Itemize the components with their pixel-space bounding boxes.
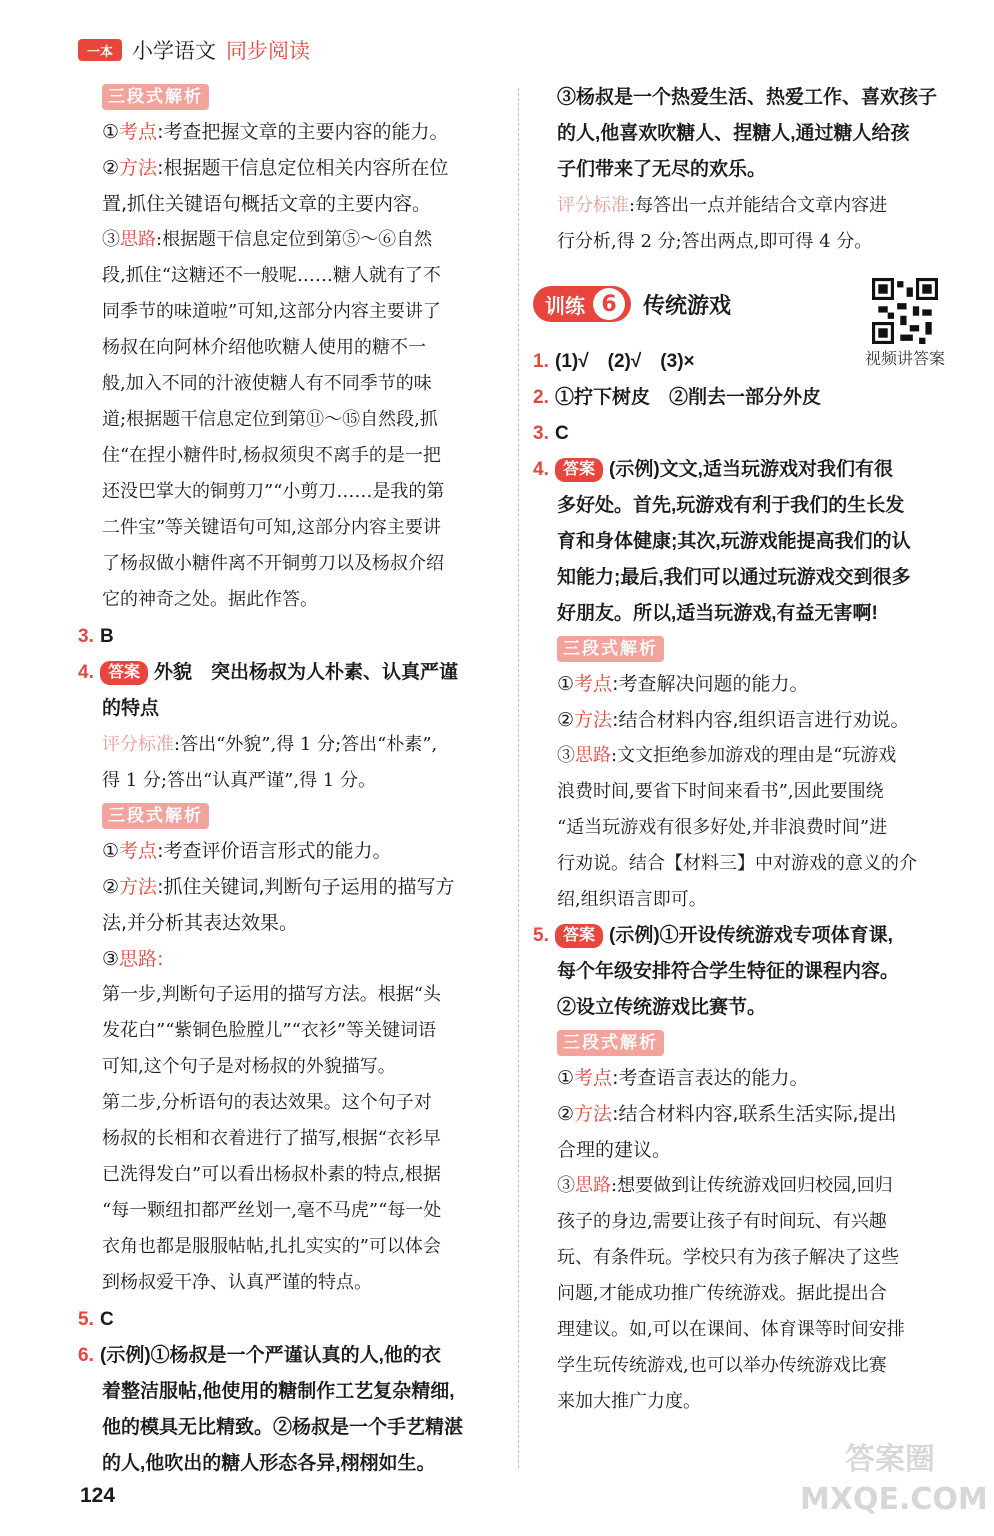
text-line: 他的模具无比精致。②杨叔是一个手艺精湛: [102, 1417, 464, 1438]
analysis-badge: 三段式解析: [557, 636, 664, 662]
qr-caption: 视频讲答案: [864, 349, 945, 368]
text-line: 知能力;最后,我们可以通过玩游戏交到很多: [557, 567, 911, 588]
page-header: [78, 30, 310, 70]
text-line: 段,抓住“这糖还不一般呢……糖人就有了不: [102, 265, 441, 286]
text-line: “每一颗纽扣都严丝划一,毫不马虎”“每一处: [102, 1200, 442, 1221]
answer-1: 1. (1)√ (2)√ (3)×: [533, 351, 695, 372]
text-line: 行劝说。结合【材料三】中对游戏的意义的介: [557, 853, 917, 874]
section-title: 传统游戏: [643, 293, 732, 319]
answer-6: 6. (示例)①杨叔是一个严谨认真的人,他的衣: [78, 1345, 441, 1366]
scoring-line: 得 1 分;答出“认真严谨”,得 1 分。: [102, 770, 376, 791]
text-line: 第一步,判断句子运用的描写方法。根据“头: [102, 984, 441, 1005]
text-line: 来加大推广力度。: [557, 1391, 701, 1412]
watermark: 答案圈 MXQE.COM: [800, 1442, 988, 1517]
left-column: [78, 80, 503, 1482]
text-line: ②方法:抓住关键词,判断句子运用的描写方: [102, 876, 455, 898]
text-line: ③思路:想要做到让传统游戏回归校园,回归: [557, 1175, 893, 1196]
text-line: ②方法:结合材料内容,组织语言进行劝说。: [557, 709, 910, 731]
text-line: 问题,才能成功推广传统游戏。据此提出合: [557, 1283, 887, 1304]
text-line: ③杨叔是一个热爱生活、热爱工作、喜欢孩子: [557, 87, 938, 108]
scoring-line: 评分标准:答出“外貌”,得 1 分;答出“朴素”,: [102, 734, 438, 755]
text-line: ③思路:根据题干信息定位到第⑤～⑥自然: [102, 229, 433, 250]
text-line: 浪费时间,要省下时间来看书”,因此要围绕: [557, 781, 884, 802]
text-line: 玩、有条件玩。学校只有为孩子解决了这些: [557, 1247, 899, 1268]
text-line: 法,并分析其表达效果。: [102, 912, 299, 934]
text-line: 它的神奇之处。据此作答。: [102, 589, 318, 610]
text-line: ③思路:: [102, 948, 164, 970]
text-line: 发花白”“紫铜色脸膛儿”“衣衫”等关键词语: [102, 1020, 437, 1041]
text-line: 的特点: [102, 698, 160, 719]
page-number: 124: [80, 1484, 116, 1507]
answer-5: 5. 答案 (示例)①开设传统游戏专项体育课,: [533, 925, 893, 946]
text-line: 可知,这个句子是对杨叔的外貌描写。: [102, 1056, 396, 1077]
text-line: 学生玩传统游戏,也可以举办传统游戏比赛: [557, 1355, 887, 1376]
text-line: “适当玩游戏有很多好处,并非浪费时间”进: [557, 817, 888, 838]
text-line: 着整洁服帖,他使用的糖制作工艺复杂精细,: [102, 1381, 455, 1402]
analysis-badge: 三段式解析: [102, 84, 209, 110]
text-line: 了杨叔做小糖件离不开铜剪刀以及杨叔介绍: [102, 553, 444, 574]
scoring-line: 行分析,得 2 分;答出两点,即可得 4 分。: [557, 231, 873, 252]
book-subtitle: 同步阅读: [226, 39, 310, 63]
answer-2: 2. ①拧下树皮 ②削去一部分外皮: [533, 387, 822, 408]
analysis-badge: 三段式解析: [557, 1030, 664, 1056]
text-line: 孩子的身边,需要让孩子有时间玩、有兴趣: [557, 1211, 887, 1232]
text-line: 第二步,分析语句的表达效果。这个句子对: [102, 1092, 432, 1113]
answer-5: 5. C: [78, 1309, 114, 1330]
answer-3: 3. C: [533, 423, 569, 444]
text-line: 同季节的味道啦”可知,这部分内容主要讲了: [102, 301, 441, 322]
text-line: 子们带来了无尽的欢乐。: [557, 159, 767, 180]
text-line: ②设立传统游戏比赛节。: [557, 997, 767, 1018]
text-line: ②方法:结合材料内容,联系生活实际,提出: [557, 1103, 897, 1125]
text-line: 住“在捏小糖件时,杨叔须臾不离手的是一把: [102, 445, 441, 466]
column-divider: [518, 88, 519, 1468]
text-line: 多好处。首先,玩游戏有利于我们的生长发: [557, 495, 905, 516]
text-line: 的人,他喜欢吹糖人、捏糖人,通过糖人给孩: [557, 123, 910, 144]
text-line: ①考点:考查评价语言形式的能力。: [102, 840, 392, 862]
text-line: 还没巴掌大的铜剪刀”“小剪刀……是我的第: [102, 481, 445, 502]
brand-logo: 一本: [78, 39, 122, 61]
analysis-badge: 三段式解析: [102, 803, 209, 829]
text-line: ①考点:考查解决问题的能力。: [557, 673, 809, 695]
scoring-line: 评分标准:每答出一点并能结合文章内容进: [557, 195, 888, 216]
training-number: 6: [593, 288, 625, 320]
text-line: 到杨叔爱干净、认真严谨的特点。: [102, 1272, 372, 1293]
text-line: 绍,组织语言即可。: [557, 889, 707, 910]
answer-3: 3. B: [78, 626, 114, 647]
text-line: 的人,他吹出的糖人形态各异,栩栩如生。: [102, 1453, 436, 1474]
text-line: 育和身体健康;其次,玩游戏能提高我们的认: [557, 531, 911, 552]
text-line: ③思路:文文拒绝参加游戏的理由是“玩游戏: [557, 745, 897, 766]
answer-4: 4. 答案 外貌 突出杨叔为人朴素、认真严谨: [78, 662, 459, 683]
text-line: ①考点:考查把握文章的主要内容的能力。: [102, 121, 449, 143]
text-line: 衣角也都是服服帖帖,扎扎实实的”可以体会: [102, 1236, 441, 1257]
text-line: 杨叔的长相和衣着进行了描写,根据“衣衫早: [102, 1128, 441, 1149]
text-line: ②方法:根据题干信息定位相关内容所在位: [102, 157, 449, 179]
text-line: 道;根据题干信息定位到第⑪～⑮自然段,抓: [102, 409, 438, 430]
answer-4: 4. 答案 (示例)文文,适当玩游戏对我们有很: [533, 459, 893, 480]
text-line: 置,抓住关键语句概括文章的主要内容。: [102, 193, 432, 215]
text-line: 好朋友。所以,适当玩游戏,有益无害啊!: [557, 603, 878, 624]
text-line: 合理的建议。: [557, 1139, 672, 1161]
qr-code-icon[interactable]: [872, 278, 938, 344]
text-line: 每个年级安排符合学生特征的课程内容。: [557, 961, 900, 982]
text-line: 般,加入不同的汁液使糖人有不同季节的味: [102, 373, 432, 394]
text-line: ①考点:考查语言表达的能力。: [557, 1067, 809, 1089]
text-line: 理建议。如,可以在课间、体育课等时间安排: [557, 1319, 905, 1340]
text-line: 杨叔在向阿林介绍他吹糖人使用的糖不一: [102, 337, 426, 358]
text-line: 二件宝”等关键语句可知,这部分内容主要讲: [102, 517, 441, 538]
training-pill: 训练 6: [533, 286, 631, 322]
text-line: 已洗得发白”可以看出杨叔朴素的特点,根据: [102, 1164, 441, 1185]
book-title: 小学语文: [132, 39, 216, 63]
